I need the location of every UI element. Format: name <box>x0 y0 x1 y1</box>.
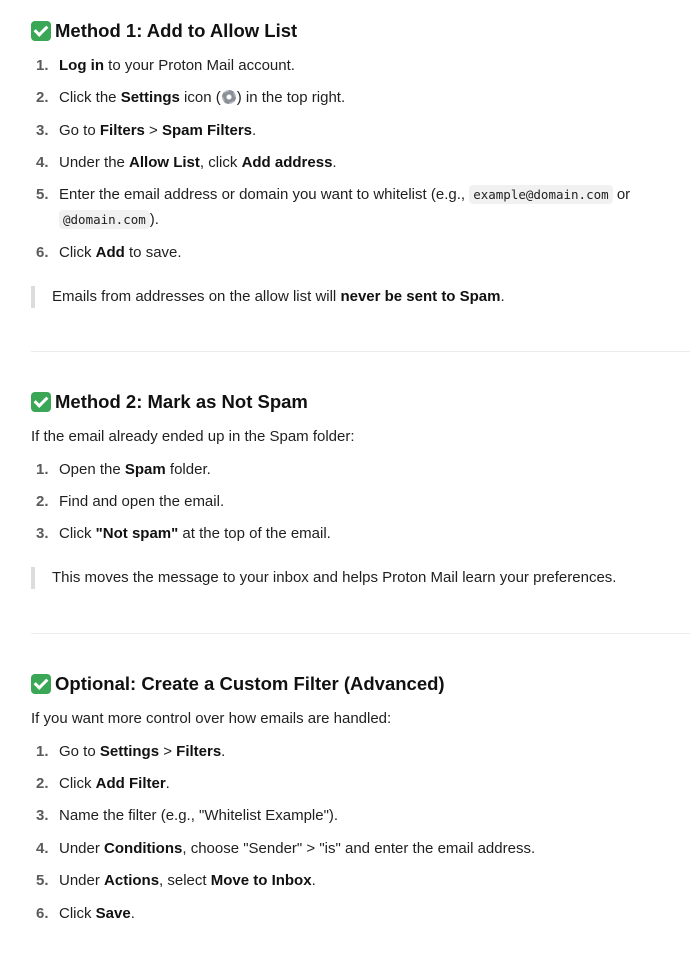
code-example-email: example@domain.com <box>469 185 612 204</box>
method1-heading <box>31 17 690 45</box>
optional-intro: If you want more control over how emails are handled: <box>31 710 392 727</box>
method2-intro: If the email already ended up in the Spam folder: <box>31 428 355 445</box>
method1-section <box>31 17 690 305</box>
list-item: 4. Under Conditions, choose "Sender" > "is" and enter the email address. <box>36 840 536 857</box>
list-item: 3. Click "Not spam" at the top of the email. <box>36 525 331 542</box>
list-item: 5. Under Actions, select Move to Inbox. <box>36 872 316 889</box>
optional-section <box>31 670 690 922</box>
list-item: 4. Under the Allow List, click Add address. <box>36 154 337 171</box>
list-item: 5. Enter the email address or domain you want to whitelist (e.g., example@domain.com or @domain.com ). <box>36 186 631 228</box>
method2-note: This moves the message to your inbox and helps Proton Mail learn your preferences. <box>31 567 672 589</box>
method1-note: Emails from addresses on the allow list will never be sent to Spam. <box>31 286 672 308</box>
check-mark-icon <box>31 674 51 694</box>
list-item: 3. Go to Filters > Spam Filters. <box>36 122 257 139</box>
gear-icon <box>222 90 236 104</box>
method2-heading <box>31 388 690 416</box>
list-item: 1. Log in to your Proton Mail account. <box>36 57 295 74</box>
method2-section <box>31 388 690 586</box>
list-item: 2. Click the Settings icon ( ) in the top right. <box>36 89 346 106</box>
optional-title: Optional: Create a Custom Filter (Advanced) <box>55 673 445 694</box>
list-item: 2. Click Add Filter. <box>36 775 170 792</box>
optional-heading <box>31 670 690 698</box>
method1-title: Method 1: Add to Allow List <box>55 20 298 41</box>
check-mark-icon <box>31 21 51 41</box>
divider <box>31 351 690 352</box>
list-item: 6. Click Save. <box>36 905 135 922</box>
list-item: 3. Name the filter (e.g., "Whitelist Example"). <box>36 807 339 824</box>
list-item: 1. Open the Spam folder. <box>36 461 211 478</box>
list-item: 2. Find and open the email. <box>36 493 225 510</box>
divider <box>31 633 690 634</box>
code-example-domain: @domain.com <box>59 210 150 229</box>
list-item: 1. Go to Settings > Filters. <box>36 743 226 760</box>
list-item: 6. Click Add to save. <box>36 244 182 261</box>
method2-title: Method 2: Mark as Not Spam <box>55 391 308 412</box>
check-mark-icon <box>31 392 51 412</box>
